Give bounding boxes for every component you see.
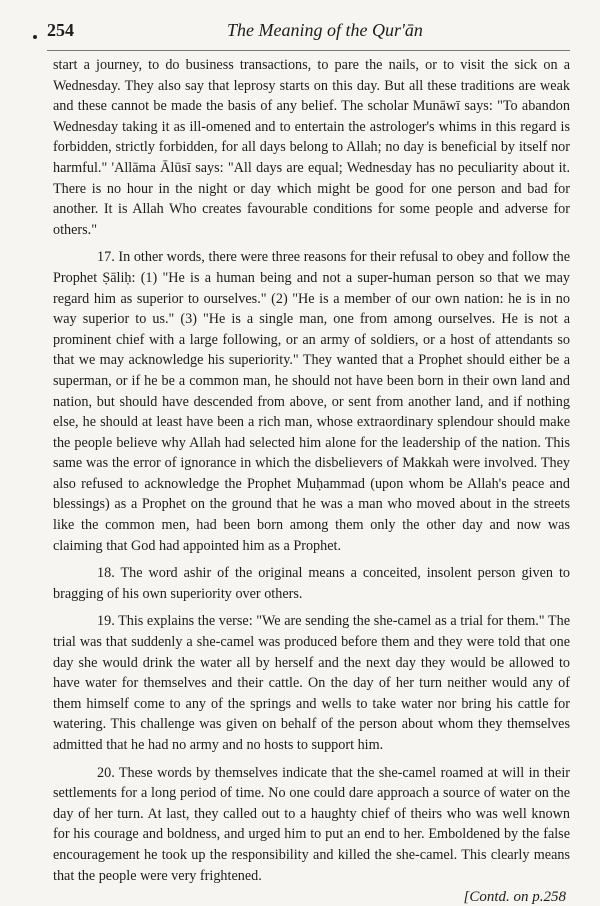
note-17: 17. In other words, there were three reasons for their refusal to obey and follow the Prophet Ṣāliḥ: (1) "He is a human being and not a super-human person so that we may regard him as superior to ourselves." (2) "He is a member of our own nation: he is in no way superior to us." (3) "He is a single man, one from among ourselves. He is not a prominent chief with a large following, or an army of soldiers, or a host of attendants so that we may acknowledge his superiority." They wanted that a Prophet should either be a superman, or if he be a common man, he should not have been born in their own land and nation, but should have descended from above, or sent from another land, and if nothing else, he should at least have been a rich man, whose extraordinary splendour should make the people believe why Allah had selected him alone for the leadership of the nation. This same was the error of ignorance in which the disbelievers of Makkah were involved. They also refused to acknowledge the Prophet Muḥammad (upon whom be Allah's peace and blessings) as a Prophet on the ground that he was a man who moved about in the streets like the common men, had been born among them only the other day and now was claiming that God had appointed him as a Prophet. bbox=[53, 249, 570, 554]
note-20: 20. These words by themselves indicate that the she-camel roamed at will in their settlements for a long period of time. No one could dare approach a source of water on the day of her turn. At last, they called out to a haughty chief of theirs who was well known for his courage and boldness, and urged him to put an end to her. Emboldened by the false encouragement he took up the responsibility and killed the she-camel. This clearly means that the people were very frightened. bbox=[53, 764, 570, 884]
running-title: The Meaning of the Qur'ān bbox=[227, 20, 423, 40]
page-header bbox=[47, 20, 570, 51]
page-body bbox=[53, 55, 570, 886]
note-19: 19. This explains the verse: "We are sending the she-camel as a trial for them." The trial was that suddenly a she-camel was produced before them and they were told that one day she would drink the water all by herself and the next day they would be allowed to have water for themselves and their cattle. On the day of her turn neither would any of them himself come to any of the springs and wells to take water nor bring his cattle for watering. This challenge was given on behalf of the person about whom they themselves admitted that he had no army and no hosts to support him. bbox=[53, 613, 570, 753]
continued-note: [Contd. on p.258 bbox=[463, 889, 566, 906]
margin-dot bbox=[33, 35, 37, 39]
page-number: 254 bbox=[47, 20, 74, 40]
paragraph-continued: start a journey, to do business transactions, to pare the nails, or to visit the sick on a Wednesday. They also say that leprosy starts on this day. But all these traditions are weak and these cannot be made the basis of any belief. The scholar Munāwī says: "To abandon Wednesday taking it as ill-omened and to entertain the astrologer's whims in this regard is forbidden, strictly forbidden, for all days belong to Allah; no day is beneficial by itself nor harmful." 'Allāma Ālūsī says: "All days are equal; Wednesday has no peculiarity about it. There is no hour in the night or day which might be good for one person and bad for another. It is Allah Who creates favourable conditions for some people and adverse for others." bbox=[53, 57, 570, 238]
note-18: 18. The word ashir of the original means a conceited, insolent person given to bragging of his own superiority over others. bbox=[53, 565, 570, 602]
